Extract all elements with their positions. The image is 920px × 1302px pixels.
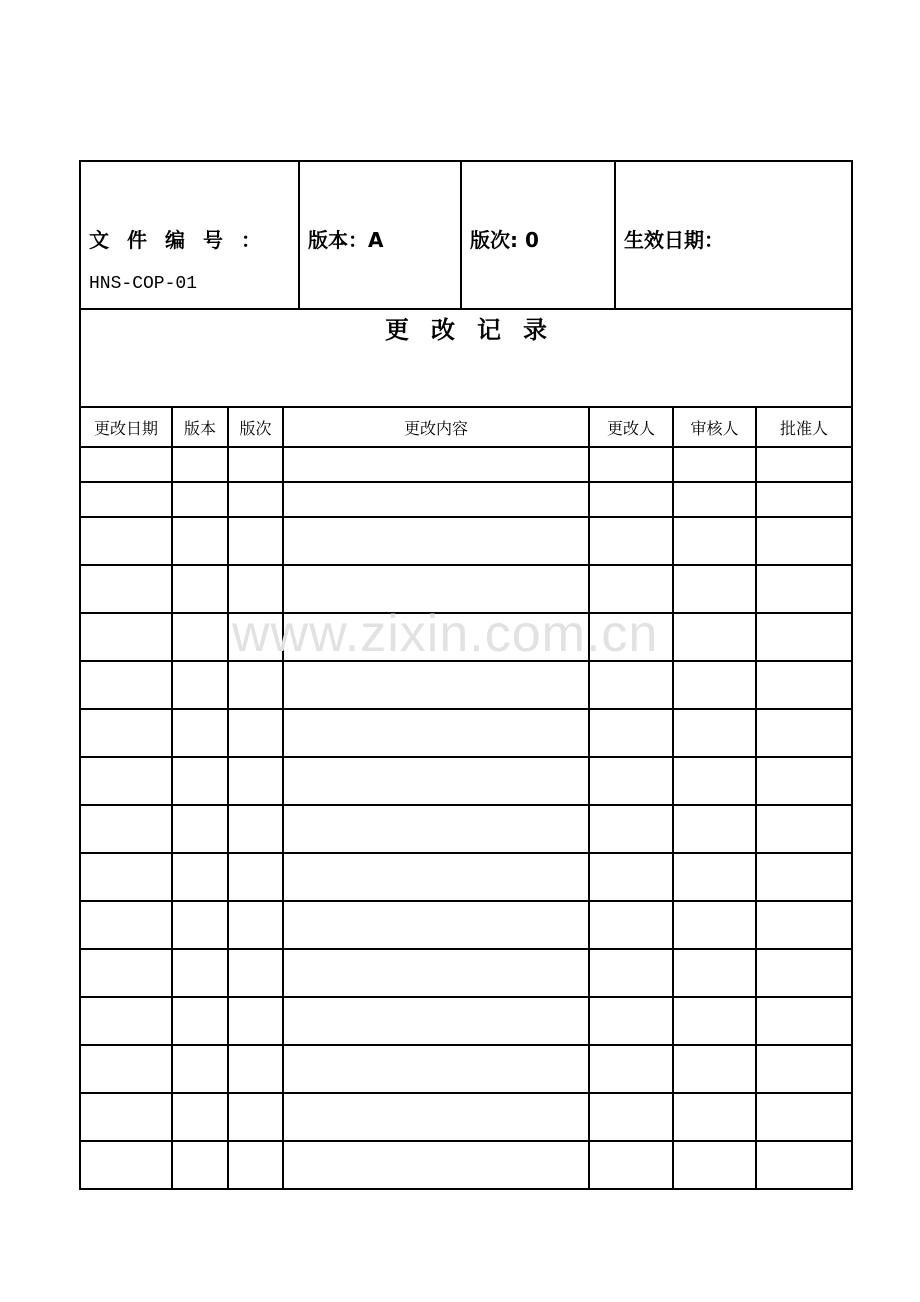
table-cell bbox=[589, 447, 673, 482]
table-cell bbox=[228, 517, 283, 565]
doc-number-cell bbox=[80, 161, 299, 309]
table-cell bbox=[228, 447, 283, 482]
table-cell bbox=[589, 757, 673, 805]
table-cell bbox=[283, 805, 589, 853]
table-cell bbox=[80, 1093, 172, 1141]
table-row bbox=[80, 1045, 852, 1093]
table-row bbox=[80, 901, 852, 949]
table-cell bbox=[756, 1093, 852, 1141]
table-cell bbox=[589, 613, 673, 661]
table-cell bbox=[172, 1141, 228, 1189]
document-header bbox=[79, 160, 853, 408]
title-cell bbox=[80, 309, 852, 407]
table-cell bbox=[283, 949, 589, 997]
table-cell bbox=[756, 709, 852, 757]
table-cell bbox=[172, 447, 228, 482]
table-row bbox=[80, 949, 852, 997]
table-cell bbox=[673, 613, 756, 661]
table-cell bbox=[283, 1093, 589, 1141]
table-cell bbox=[673, 997, 756, 1045]
table-row bbox=[80, 853, 852, 901]
table-cell bbox=[673, 901, 756, 949]
table-cell bbox=[172, 853, 228, 901]
table-cell bbox=[673, 517, 756, 565]
table-cell bbox=[589, 1093, 673, 1141]
table-cell bbox=[80, 949, 172, 997]
page-title: 更改记录 bbox=[385, 316, 569, 344]
table-cell bbox=[80, 997, 172, 1045]
doc-number-value: HNS-COP-01 bbox=[89, 274, 198, 294]
col-change-date: 更改日期 bbox=[80, 407, 172, 447]
table-cell bbox=[756, 901, 852, 949]
table-cell bbox=[283, 1141, 589, 1189]
table-cell bbox=[283, 709, 589, 757]
table-row bbox=[80, 565, 852, 613]
table-cell bbox=[80, 757, 172, 805]
table-row bbox=[80, 517, 852, 565]
table-cell bbox=[80, 613, 172, 661]
table-cell bbox=[673, 853, 756, 901]
table-cell bbox=[756, 1141, 852, 1189]
table-cell bbox=[673, 661, 756, 709]
table-cell bbox=[172, 1045, 228, 1093]
revision-label: 版次: 0 bbox=[470, 228, 539, 252]
table-row bbox=[80, 709, 852, 757]
table-cell bbox=[589, 901, 673, 949]
change-records-table bbox=[79, 406, 853, 1190]
table-cell bbox=[172, 1093, 228, 1141]
table-cell bbox=[673, 565, 756, 613]
table-cell bbox=[283, 997, 589, 1045]
table-cell bbox=[756, 661, 852, 709]
table-cell bbox=[172, 661, 228, 709]
table-cell bbox=[283, 447, 589, 482]
table-cell bbox=[589, 1141, 673, 1189]
table-cell bbox=[172, 949, 228, 997]
effective-date-label: 生效日期： bbox=[624, 228, 724, 252]
table-cell bbox=[228, 482, 283, 517]
col-version: 版本 bbox=[172, 407, 228, 447]
table-cell bbox=[756, 997, 852, 1045]
table-cell bbox=[673, 949, 756, 997]
table-cell bbox=[756, 447, 852, 482]
table-cell bbox=[589, 997, 673, 1045]
table-cell bbox=[80, 709, 172, 757]
table-cell bbox=[172, 805, 228, 853]
table-cell bbox=[228, 901, 283, 949]
table-cell bbox=[283, 901, 589, 949]
table-cell bbox=[172, 901, 228, 949]
table-cell bbox=[673, 709, 756, 757]
table-body bbox=[80, 447, 852, 1189]
table-cell bbox=[80, 661, 172, 709]
table-cell bbox=[80, 1045, 172, 1093]
col-reviewed-by: 审核人 bbox=[673, 407, 756, 447]
table-cell bbox=[756, 517, 852, 565]
table-cell bbox=[756, 757, 852, 805]
table-row bbox=[80, 447, 852, 482]
watermark: www.zixin.com.cn bbox=[232, 605, 659, 663]
table-cell bbox=[80, 1141, 172, 1189]
table-cell bbox=[589, 661, 673, 709]
table-cell bbox=[283, 517, 589, 565]
table-row bbox=[80, 661, 852, 709]
table-cell bbox=[228, 565, 283, 613]
table-cell bbox=[589, 517, 673, 565]
table-cell bbox=[80, 853, 172, 901]
table-cell bbox=[228, 613, 283, 661]
table-cell bbox=[589, 1045, 673, 1093]
table-cell bbox=[673, 1141, 756, 1189]
table-cell bbox=[756, 1045, 852, 1093]
table-cell bbox=[673, 482, 756, 517]
table-cell bbox=[228, 709, 283, 757]
table-cell bbox=[228, 757, 283, 805]
table-cell bbox=[172, 757, 228, 805]
table-cell bbox=[589, 709, 673, 757]
doc-number-label: 文件编号： bbox=[89, 228, 279, 252]
table-cell bbox=[283, 1045, 589, 1093]
table-cell bbox=[673, 757, 756, 805]
table-cell bbox=[172, 997, 228, 1045]
table-row bbox=[80, 997, 852, 1045]
table-cell bbox=[589, 805, 673, 853]
table-cell bbox=[80, 901, 172, 949]
table-cell bbox=[283, 482, 589, 517]
table-row bbox=[80, 1093, 852, 1141]
table-cell bbox=[80, 565, 172, 613]
table-cell bbox=[673, 805, 756, 853]
table-cell bbox=[172, 613, 228, 661]
table-cell bbox=[283, 613, 589, 661]
table-cell bbox=[228, 1093, 283, 1141]
table-cell bbox=[589, 482, 673, 517]
table-cell bbox=[673, 1093, 756, 1141]
table-cell bbox=[80, 517, 172, 565]
table-cell bbox=[756, 482, 852, 517]
table-cell bbox=[283, 565, 589, 613]
table-cell bbox=[756, 805, 852, 853]
table-cell bbox=[756, 565, 852, 613]
table-cell bbox=[172, 565, 228, 613]
table-cell bbox=[80, 482, 172, 517]
table-row bbox=[80, 613, 852, 661]
table-cell bbox=[172, 709, 228, 757]
table-cell bbox=[172, 482, 228, 517]
table-cell bbox=[283, 757, 589, 805]
version-label: 版本：A bbox=[308, 228, 384, 252]
table-cell bbox=[80, 805, 172, 853]
table-cell bbox=[756, 853, 852, 901]
table-cell bbox=[589, 565, 673, 613]
table-cell bbox=[228, 661, 283, 709]
table-cell bbox=[228, 949, 283, 997]
table-row bbox=[80, 805, 852, 853]
table-cell bbox=[228, 1141, 283, 1189]
table-cell bbox=[589, 949, 673, 997]
col-changed-by: 更改人 bbox=[589, 407, 673, 447]
table-row bbox=[80, 1141, 852, 1189]
table-cell bbox=[228, 1045, 283, 1093]
col-change-content: 更改内容 bbox=[283, 407, 589, 447]
table-cell bbox=[756, 949, 852, 997]
col-revision: 版次 bbox=[228, 407, 283, 447]
table-cell bbox=[756, 613, 852, 661]
table-row bbox=[80, 482, 852, 517]
table-cell bbox=[283, 853, 589, 901]
table-header-row bbox=[80, 407, 852, 447]
effective-date-cell bbox=[615, 161, 852, 309]
table-cell bbox=[283, 661, 589, 709]
document-sheet bbox=[79, 160, 851, 1190]
table-cell bbox=[228, 853, 283, 901]
table-cell bbox=[172, 517, 228, 565]
table-cell bbox=[228, 997, 283, 1045]
table-cell bbox=[589, 853, 673, 901]
table-row bbox=[80, 757, 852, 805]
table-cell bbox=[228, 805, 283, 853]
table-cell bbox=[80, 447, 172, 482]
table-cell bbox=[673, 1045, 756, 1093]
version-cell bbox=[299, 161, 461, 309]
col-approved-by: 批准人 bbox=[756, 407, 852, 447]
table-cell bbox=[673, 447, 756, 482]
revision-cell bbox=[461, 161, 615, 309]
